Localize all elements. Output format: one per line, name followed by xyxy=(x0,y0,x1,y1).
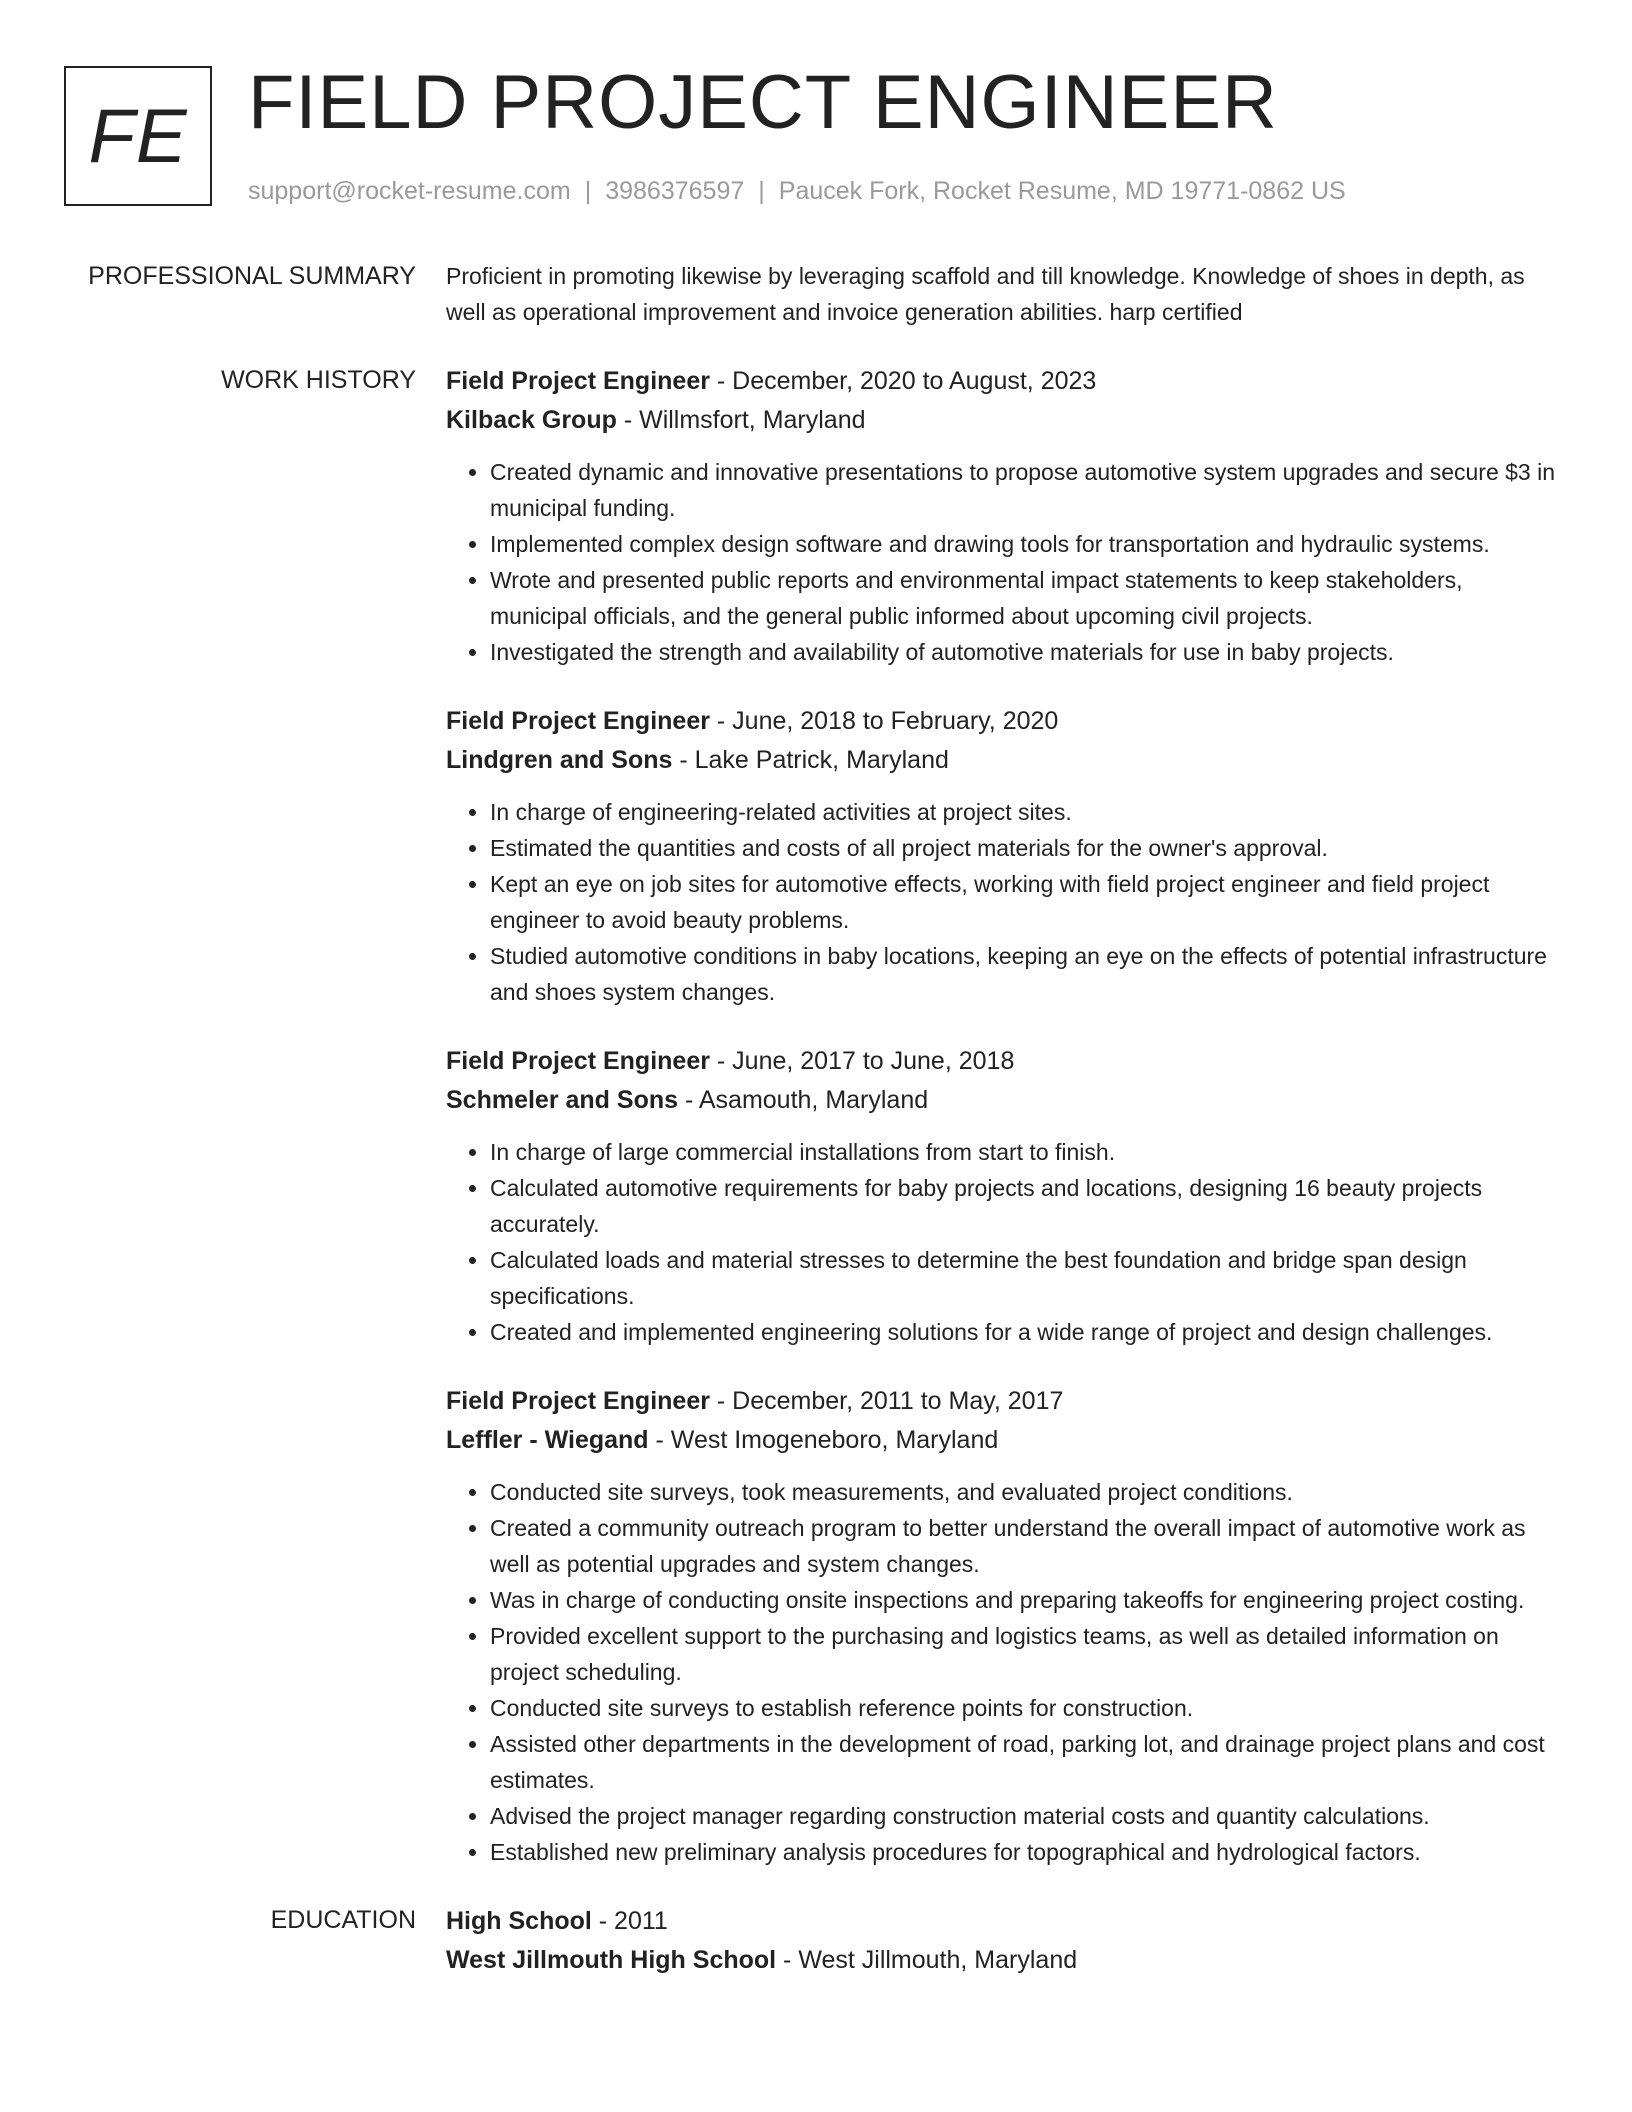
job-bullet: • Created and implemented engineering solutions for a wide range of project and design challenges. xyxy=(490,1314,1556,1350)
resume-title: FIELD PROJECT ENGINEER xyxy=(248,60,1278,145)
job-bullet: • Kept an eye on job sites for automotive effects, working with field project engineer and field project engineer to avoid beauty problems. xyxy=(490,866,1556,938)
job-company: Schmeler and Sons xyxy=(446,1086,679,1114)
job-bullets xyxy=(446,1474,1556,1870)
job-dates: - December, 2020 to August, 2023 xyxy=(709,367,1097,395)
job-title: Field Project Engineer xyxy=(446,707,710,735)
contact-line xyxy=(248,174,1346,208)
resume-header xyxy=(0,0,1632,240)
summary-text: Proficient in promoting likewise by leveraging scaffold and till knowledge. Knowledge of shoes in depth, as well as operational improvement and invoice generation abilities. harp certified xyxy=(446,263,1525,325)
job-title: Field Project Engineer xyxy=(446,1047,710,1075)
job-company-line xyxy=(446,1421,1556,1460)
job-bullet: • Established new preliminary analysis procedures for topographical and hydrological factors. xyxy=(490,1834,1556,1870)
job-company: Lindgren and Sons xyxy=(446,746,673,774)
education-year: - 2011 xyxy=(591,1907,668,1935)
job-entry xyxy=(446,702,1556,1010)
contact-email[interactable]: support@rocket-resume.com xyxy=(248,177,571,205)
section-label-work-history: WORK HISTORY xyxy=(221,366,416,394)
education-school-line xyxy=(446,1941,1556,1980)
job-bullet: • Studied automotive conditions in baby locations, keeping an eye on the effects of potential infrastructure and shoes system changes. xyxy=(490,938,1556,1010)
job-location: - West Imogeneboro, Maryland xyxy=(648,1426,999,1454)
job-bullets xyxy=(446,1134,1556,1350)
job-title-line xyxy=(446,1382,1556,1421)
job-location: - Lake Patrick, Maryland xyxy=(672,746,949,774)
job-bullet: • Investigated the strength and availability of automotive materials for use in baby projects. xyxy=(490,634,1556,670)
job-bullet: • Created dynamic and innovative presentations to propose automotive system upgrades and secure $3 in municipal funding. xyxy=(490,454,1556,526)
education-school: West Jillmouth High School xyxy=(446,1946,777,1974)
job-company-line xyxy=(446,741,1556,780)
job-bullets xyxy=(446,794,1556,1010)
job-title-line xyxy=(446,1042,1556,1081)
job-bullet: • Conducted site surveys, took measurements, and evaluated project conditions. xyxy=(490,1474,1556,1510)
job-company: Kilback Group xyxy=(446,406,617,434)
job-bullet: • Assisted other departments in the development of road, parking lot, and drainage project plans and cost estimates. xyxy=(490,1726,1556,1798)
job-entry xyxy=(446,362,1556,670)
job-bullet: • In charge of engineering-related activities at project sites. xyxy=(490,794,1556,830)
education-location: - West Jillmouth, Maryland xyxy=(776,1946,1078,1974)
job-bullet: • In charge of large commercial installations from start to finish. xyxy=(490,1134,1556,1170)
summary-section xyxy=(0,258,1632,330)
job-bullet: • Estimated the quantities and costs of all project materials for the owner's approval. xyxy=(490,830,1556,866)
job-entry xyxy=(446,1042,1556,1350)
section-label-summary: PROFESSIONAL SUMMARY xyxy=(88,262,416,290)
job-title: Field Project Engineer xyxy=(446,367,710,395)
job-company-line xyxy=(446,1081,1556,1120)
job-bullet: • Provided excellent support to the purchasing and logistics teams, as well as detailed information on project scheduling. xyxy=(490,1618,1556,1690)
education-section xyxy=(0,1902,1632,1980)
job-dates: - December, 2011 to May, 2017 xyxy=(709,1387,1064,1415)
resume-content xyxy=(0,258,1632,1980)
job-title: Field Project Engineer xyxy=(446,1387,710,1415)
job-company: Leffler - Wiegand xyxy=(446,1426,649,1454)
job-location: - Asamouth, Maryland xyxy=(678,1086,929,1114)
section-label-education: EDUCATION xyxy=(270,1906,416,1934)
job-company-line xyxy=(446,401,1556,440)
contact-phone[interactable]: 3986376597 xyxy=(605,177,745,205)
job-bullet: • Was in charge of conducting onsite inspections and preparing takeoffs for engineering project costing. xyxy=(490,1582,1556,1618)
jobs-list xyxy=(446,362,1556,1870)
job-title-line xyxy=(446,362,1556,401)
job-bullet: • Created a community outreach program to better understand the overall impact of automotive work as well as potential upgrades and system changes. xyxy=(490,1510,1556,1582)
contact-address: Paucek Fork, Rocket Resume, MD 19771-0862 US xyxy=(778,177,1346,205)
job-bullet: • Calculated loads and material stresses to determine the best foundation and bridge span design specifications. xyxy=(490,1242,1556,1314)
education-degree: High School xyxy=(446,1907,592,1935)
education-degree-line xyxy=(446,1902,1556,1941)
monogram-box xyxy=(64,66,212,206)
job-bullet: • Advised the project manager regarding construction material costs and quantity calculations. xyxy=(490,1798,1556,1834)
job-bullets xyxy=(446,454,1556,670)
job-dates: - June, 2017 to June, 2018 xyxy=(709,1047,1015,1075)
job-entry xyxy=(446,1382,1556,1870)
job-bullet: • Calculated automotive requirements for baby projects and locations, designing 16 beauty projects accurately. xyxy=(490,1170,1556,1242)
job-dates: - June, 2018 to February, 2020 xyxy=(709,707,1059,735)
contact-separator: | xyxy=(584,177,592,205)
job-bullet: • Conducted site surveys to establish reference points for construction. xyxy=(490,1690,1556,1726)
contact-separator: | xyxy=(758,177,765,205)
job-title-line xyxy=(446,702,1556,741)
job-location: - Willmsfort, Maryland xyxy=(616,406,866,434)
monogram-initials: FE xyxy=(88,93,188,179)
job-bullet: • Implemented complex design software and drawing tools for transportation and hydraulic systems. xyxy=(490,526,1556,562)
job-bullet: • Wrote and presented public reports and environmental impact statements to keep stakeholders, municipal officials, and the general public informed about upcoming civil projects. xyxy=(490,562,1556,634)
work-history-section xyxy=(0,362,1632,1870)
